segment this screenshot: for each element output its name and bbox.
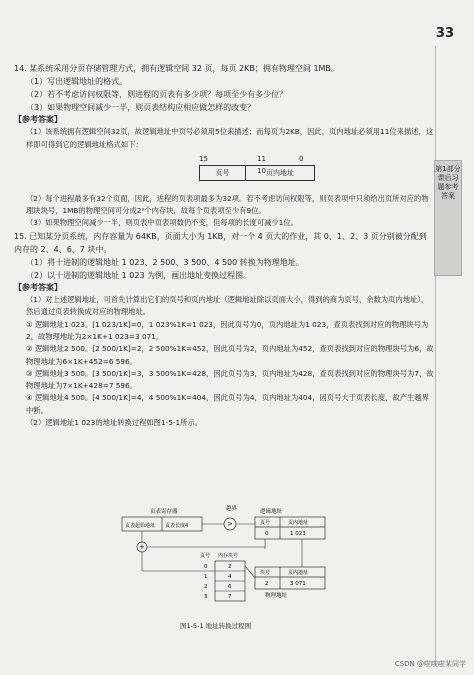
fig-physical-block-head: 块号 [260,570,271,576]
fig-row-block: 4 [228,574,232,580]
fig-logical-offset-head: 页内地址 [288,520,309,526]
page-number: 33 [435,26,454,41]
fig-table-len: 页表长度4 [165,523,189,529]
fig-table-start: 页表起始地址 [125,523,156,529]
side-tab [434,160,462,276]
fig-add-symbol: + [139,543,145,551]
fig-physical-offset: 3 071 [290,581,306,587]
fig-register-title: 页表寄存器 [150,509,178,515]
q14-answer1: （1）该系统拥有逻辑空间32页，故逻辑地址中页号必须用5位来描述；而每页为2KB，因此，页内地址必须用11位来描述，这样即可得到它的逻辑地址格式如下： [26,127,434,149]
q15-calc3: ③ 逻辑地址3 500。[3 500/1K]=3，3 500%1K=428，因此页号为3，页内地址为428，查页表找到对应的物理块号为7，故物理地址为7×1K+428=7 596。 [26,368,434,391]
fig-logical-page: 0 [265,531,269,537]
fig-col-block: 内存块号 [218,553,239,559]
q14-sub3: （3）如果物理空间减少一半，则页表结构应相应做怎样的改变？ [26,103,256,112]
fig-row-page: 0 [204,564,208,570]
q15-calc4: ④ 逻辑地址4 500。[4 500/1K]=4，4 500%1K=404，因此页号为4，页内地址为404，因页号大于页表长度，故产生越界中断。 [26,393,429,415]
fig-logical-label: 逻辑地址 [260,509,283,515]
fig-physical-offset-head: 页内地址 [288,570,309,576]
fig-logical-offset: 1 023 [290,531,306,537]
fig-overflow: 越界 [226,506,238,512]
source-watermark: CSDN @啦啦啦某同学 [394,660,466,668]
address-translation-figure [120,500,340,620]
q15-calc1: ① 逻辑地址1 023。[1 023/1K]=0，1 023%1K=1 023，因此页号为0，页内地址为1 023，查页表找到对应的物理块号为2，故物理地址为2×1K+1 023=3 071。 [26,319,429,341]
q14-sub2: （2）若不考虑访问权限等，则进程的页表有多少项？每项至少有多少位？ [26,90,288,99]
fig-row-block: 7 [228,594,232,600]
q15-answer2: （2）逻辑地址1 023的地址转换过程如图1-5-1所示。 [26,418,203,428]
fig-row-page: 3 [204,594,208,600]
bit-0: 0 [299,154,304,163]
q15-stem: 15. 已知某分页系统，内存容量为 64KB，页面大小为 1KB，对一个 4 页大的作业，其 0、1、2、3 页分别被分配到内存的 2、4、6、7 块中。 [14,231,427,254]
fig-row-block: 2 [228,564,232,570]
q15-answer-heading: 【参考答案】 [14,282,62,292]
q15-calc2: ② 逻辑地址2 500。[2 500/1K]=2，2 500%1K=452，因此页号为2，页内地址为452，查页表找到对应的物理块号为6，故物理地址为6×1K+452=6 596。 [26,344,434,366]
fig-arrow [245,566,255,578]
fig-physical-block: 2 [265,581,269,587]
fig-row-block: 6 [228,584,232,590]
offset-field: 页内地址 [266,168,294,177]
side-tab-part: 第1部分 [435,165,461,173]
figure-caption: 图1-5-1 地址转换过程图 [180,622,252,630]
q14-answer3: （3）如果物理空间减少一半，则页表中页表项数仍不变，但每项的长度可减少1位。 [26,218,298,228]
address-format [14,153,434,189]
side-tab-title: 课后习题参考答案 [437,174,459,200]
q14-sub1: （1）写出逻辑地址的格式。 [26,77,128,86]
fig-col-page: 页号 [200,553,211,559]
bit-15: 15 [199,154,208,163]
q15-answer1: （1）对上述逻辑地址，可首先计算出它们的页号和页内地址（逻辑地址除以页面大小，得到的商为页号，余数为页内地址），然后通过页表转换成对应的物理地址。 [26,295,429,317]
q15-sub1: （1）将十进制的逻辑地址 1 023、2 500、3 500、4 500 转换为物理地址。 [26,257,304,267]
q14-stem: 14. 某系统采用分页存储管理方式，拥有逻辑空间 32 页，每页 2KB；拥有物理空间 1MB。 [14,64,339,73]
page-field: 页号 [200,166,246,180]
margin-rule [435,46,436,666]
q15-sub2: （2）以十进制的逻辑地址 1 023 为例，画出地址变换过程图。 [26,270,252,280]
fig-compare-symbol: > [227,520,233,528]
q14-answer-heading: 【参考答案】 [14,115,62,124]
fig-page-table [204,561,245,601]
fig-row-page: 1 [204,574,208,580]
fig-logical-page-head: 页号 [260,520,271,526]
page-body [14,62,434,429]
bit-11-10: 11 10 [257,154,266,176]
q14-answer2: （2）每个进程最多有32个页面，因此，进程的页表项最多为32项。若不考虑访问权限等，则页表项中只须给出页所对应的物理块块号，1MB的物理空间可分成2⁹个内存块，故每个页表项至少有9位。 [26,193,429,216]
fig-physical-label: 物理地址 [265,593,288,599]
fig-row-page: 2 [204,584,208,590]
